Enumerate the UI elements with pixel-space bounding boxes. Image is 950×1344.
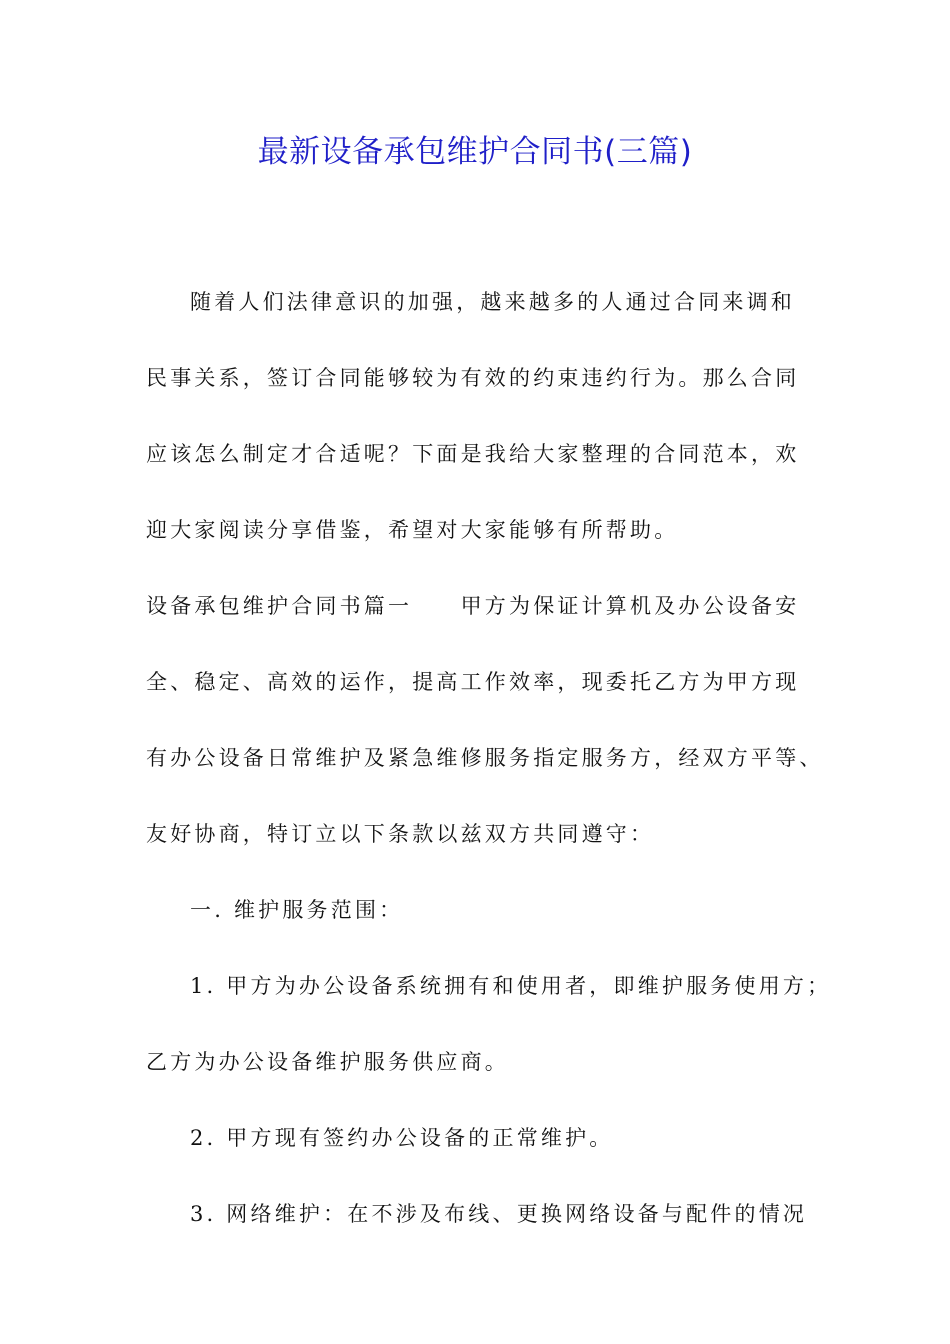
document-title: 最新设备承包维护合同书(三篇) <box>257 134 693 170</box>
document-body <box>146 264 832 1252</box>
paragraph-line: 应该怎么制定才合适呢？下面是我给大家整理的合同范本，欢 <box>146 442 800 466</box>
paragraph-line: 民事关系，签订合同能够较为有效的约束违约行为。那么合同 <box>146 366 800 390</box>
paragraph-line: 随着人们法律意识的加强，越来越多的人通过合同来调和 <box>190 290 795 314</box>
clause-item: 1. 甲方为办公设备系统拥有和使用者，即维护服务使用方； <box>190 974 832 998</box>
paragraph-line: 全、稳定、高效的运作，提高工作效率，现委托乙方为甲方现 <box>146 670 800 694</box>
section-heading-line: 设备承包维护合同书篇一 甲方为保证计算机及办公设备安 <box>146 594 800 618</box>
clause-heading: 一. 维护服务范围： <box>190 898 404 922</box>
paragraph-line: 迎大家阅读分享借鉴，希望对大家能够有所帮助。 <box>146 518 679 542</box>
clause-item: 2. 甲方现有签约办公设备的正常维护。 <box>190 1126 614 1150</box>
clause-item-continuation: 乙方为办公设备维护服务供应商。 <box>146 1050 509 1074</box>
paragraph-line: 友好协商，特订立以下条款以兹双方共同遵守： <box>146 822 655 846</box>
paragraph-line: 有办公设备日常维护及紧急维修服务指定服务方，经双方平等、 <box>146 746 824 770</box>
clause-item: 3. 网络维护：在不涉及布线、更换网络设备与配件的情况 <box>190 1202 808 1226</box>
